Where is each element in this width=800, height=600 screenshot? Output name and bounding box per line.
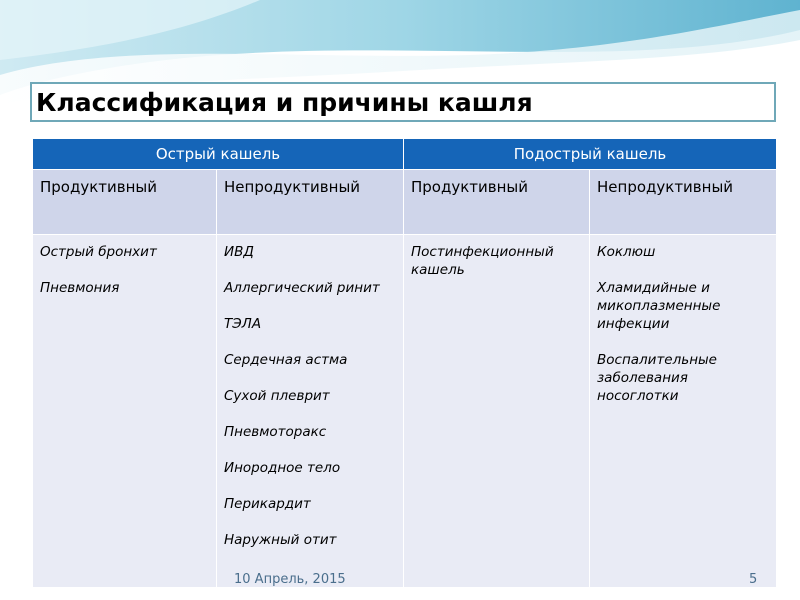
header-row [33, 139, 777, 170]
cause-item: ИВД [224, 244, 254, 260]
cause-item: Пневмония [40, 280, 120, 296]
body-row [33, 235, 777, 588]
cause-item: Постинфекционный кашель [411, 244, 554, 278]
acute-nonproductive-causes [217, 235, 404, 588]
cause-item: Инородное тело [224, 460, 341, 476]
subheader-row [33, 170, 777, 235]
cause-item: Сухой плеврит [224, 388, 330, 404]
cause-item: Пневмоторакс [224, 424, 327, 440]
cause-item: ТЭЛА [224, 316, 262, 332]
slide-title: Классификация и причины кашля [36, 88, 533, 117]
title-box [30, 82, 776, 122]
subacute-productive-causes [404, 235, 590, 588]
cause-item: Аллергический ринит [224, 280, 380, 296]
cause-item: Сердечная астма [224, 352, 348, 368]
subheader-subacute-productive: Продуктивный [404, 170, 590, 235]
cause-item: Коклюш [597, 244, 656, 260]
cause-item: Острый бронхит [40, 244, 157, 260]
acute-productive-causes [33, 235, 217, 588]
cause-item: Перикардит [224, 496, 311, 512]
subheader-acute-nonproductive: Непродуктивный [217, 170, 404, 235]
subheader-subacute-nonproductive: Непродуктивный [590, 170, 777, 235]
header-subacute-cough: Подострый кашель [404, 139, 777, 170]
cause-item: Наружный отит [224, 532, 337, 548]
cough-classification-table [32, 138, 777, 588]
page-number: 5 [749, 572, 758, 587]
cause-item: Хламидийные и микоплазменные инфекции [597, 280, 721, 332]
header-acute-cough: Острый кашель [33, 139, 404, 170]
footer-date: 10 Апрель, 2015 [234, 572, 346, 587]
cause-item: Воспалительные заболевания носоглотки [597, 352, 717, 404]
subacute-nonproductive-causes [590, 235, 777, 588]
subheader-acute-productive: Продуктивный [33, 170, 217, 235]
